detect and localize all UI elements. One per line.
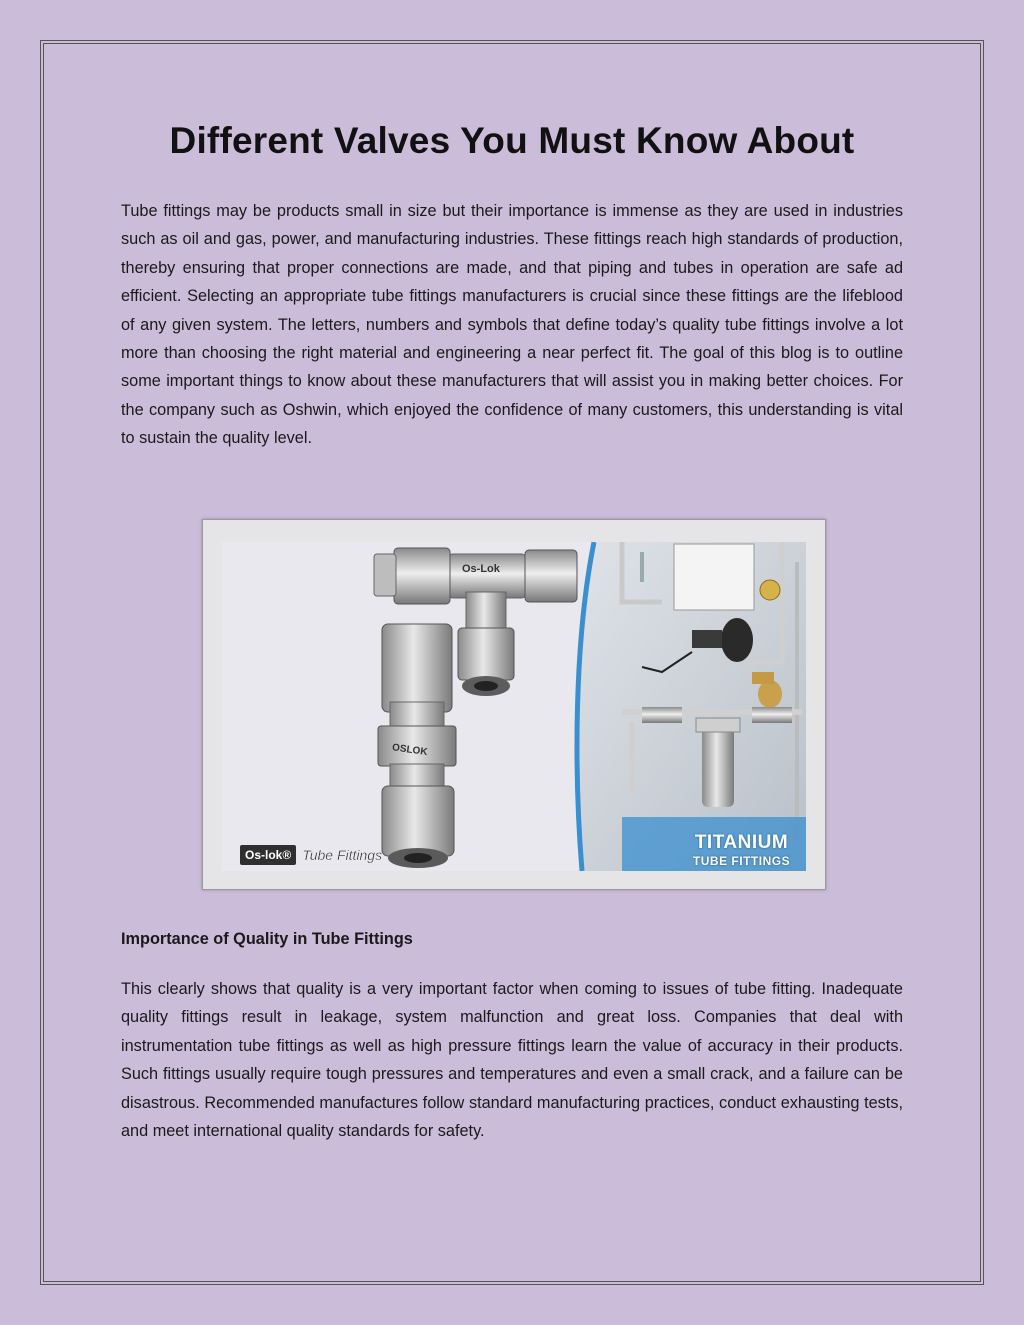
tee-marking: Os-Lok [462,563,500,575]
titanium-overlay [677,832,806,871]
page-title: Different Valves You Must Know About [169,120,855,161]
tube-fittings-photo [222,542,806,871]
section-paragraph: This clearly shows that quality is a very important factor when coming to issues of tube fitting. Inadequate quality fittings result in leakage, system malfunction and great loss. Companies that deal with instrumentation tube fittings as well as high pressure fittings learn the value of accuracy in their products. Such fittings usually require tough pressures and temperatures and even a small crack, and a failure can be disastrous. Recommended manufactures follow standard manufacturing practices, conduct exhausting tests, and meet international quality standards for safety. [121,980,903,1141]
overlay-line1: TITANIUM [694,832,789,853]
union-marking: OSLOK [391,742,429,759]
brand-caption: Tube Fittings [302,847,383,863]
section-heading: Importance of Quality in Tube Fittings [121,930,413,948]
overlay-line2: TUBE FITTINGS [692,854,791,868]
brand-logo: Os-lok® [240,845,296,865]
intro-paragraph: Tube fittings may be products small in size but their importance is immense as they are used in industries such as oil and gas, power, and manufacturing industries. These fittings reach high standards of production, thereby ensuring that proper connections are made, and that piping and tubes in operation are safe ad efficient. Selecting an appropriate tube fittings manufacturers is crucial since these fittings are the lifeblood of any given system. The letters, numbers and symbols that define today’s quality tube fittings involve a lot more than choosing the right material and engineering a near perfect fit. The goal of this blog is to outline some important things to know about these manufacturers that will assist you in making better choices. For the company such as Oshwin, which enjoyed the confidence of many customers, this understanding is vital to sustain the quality level. [121,202,903,448]
product-image [202,519,826,890]
fittings-illustration [222,542,806,871]
brand-badge [240,844,382,866]
